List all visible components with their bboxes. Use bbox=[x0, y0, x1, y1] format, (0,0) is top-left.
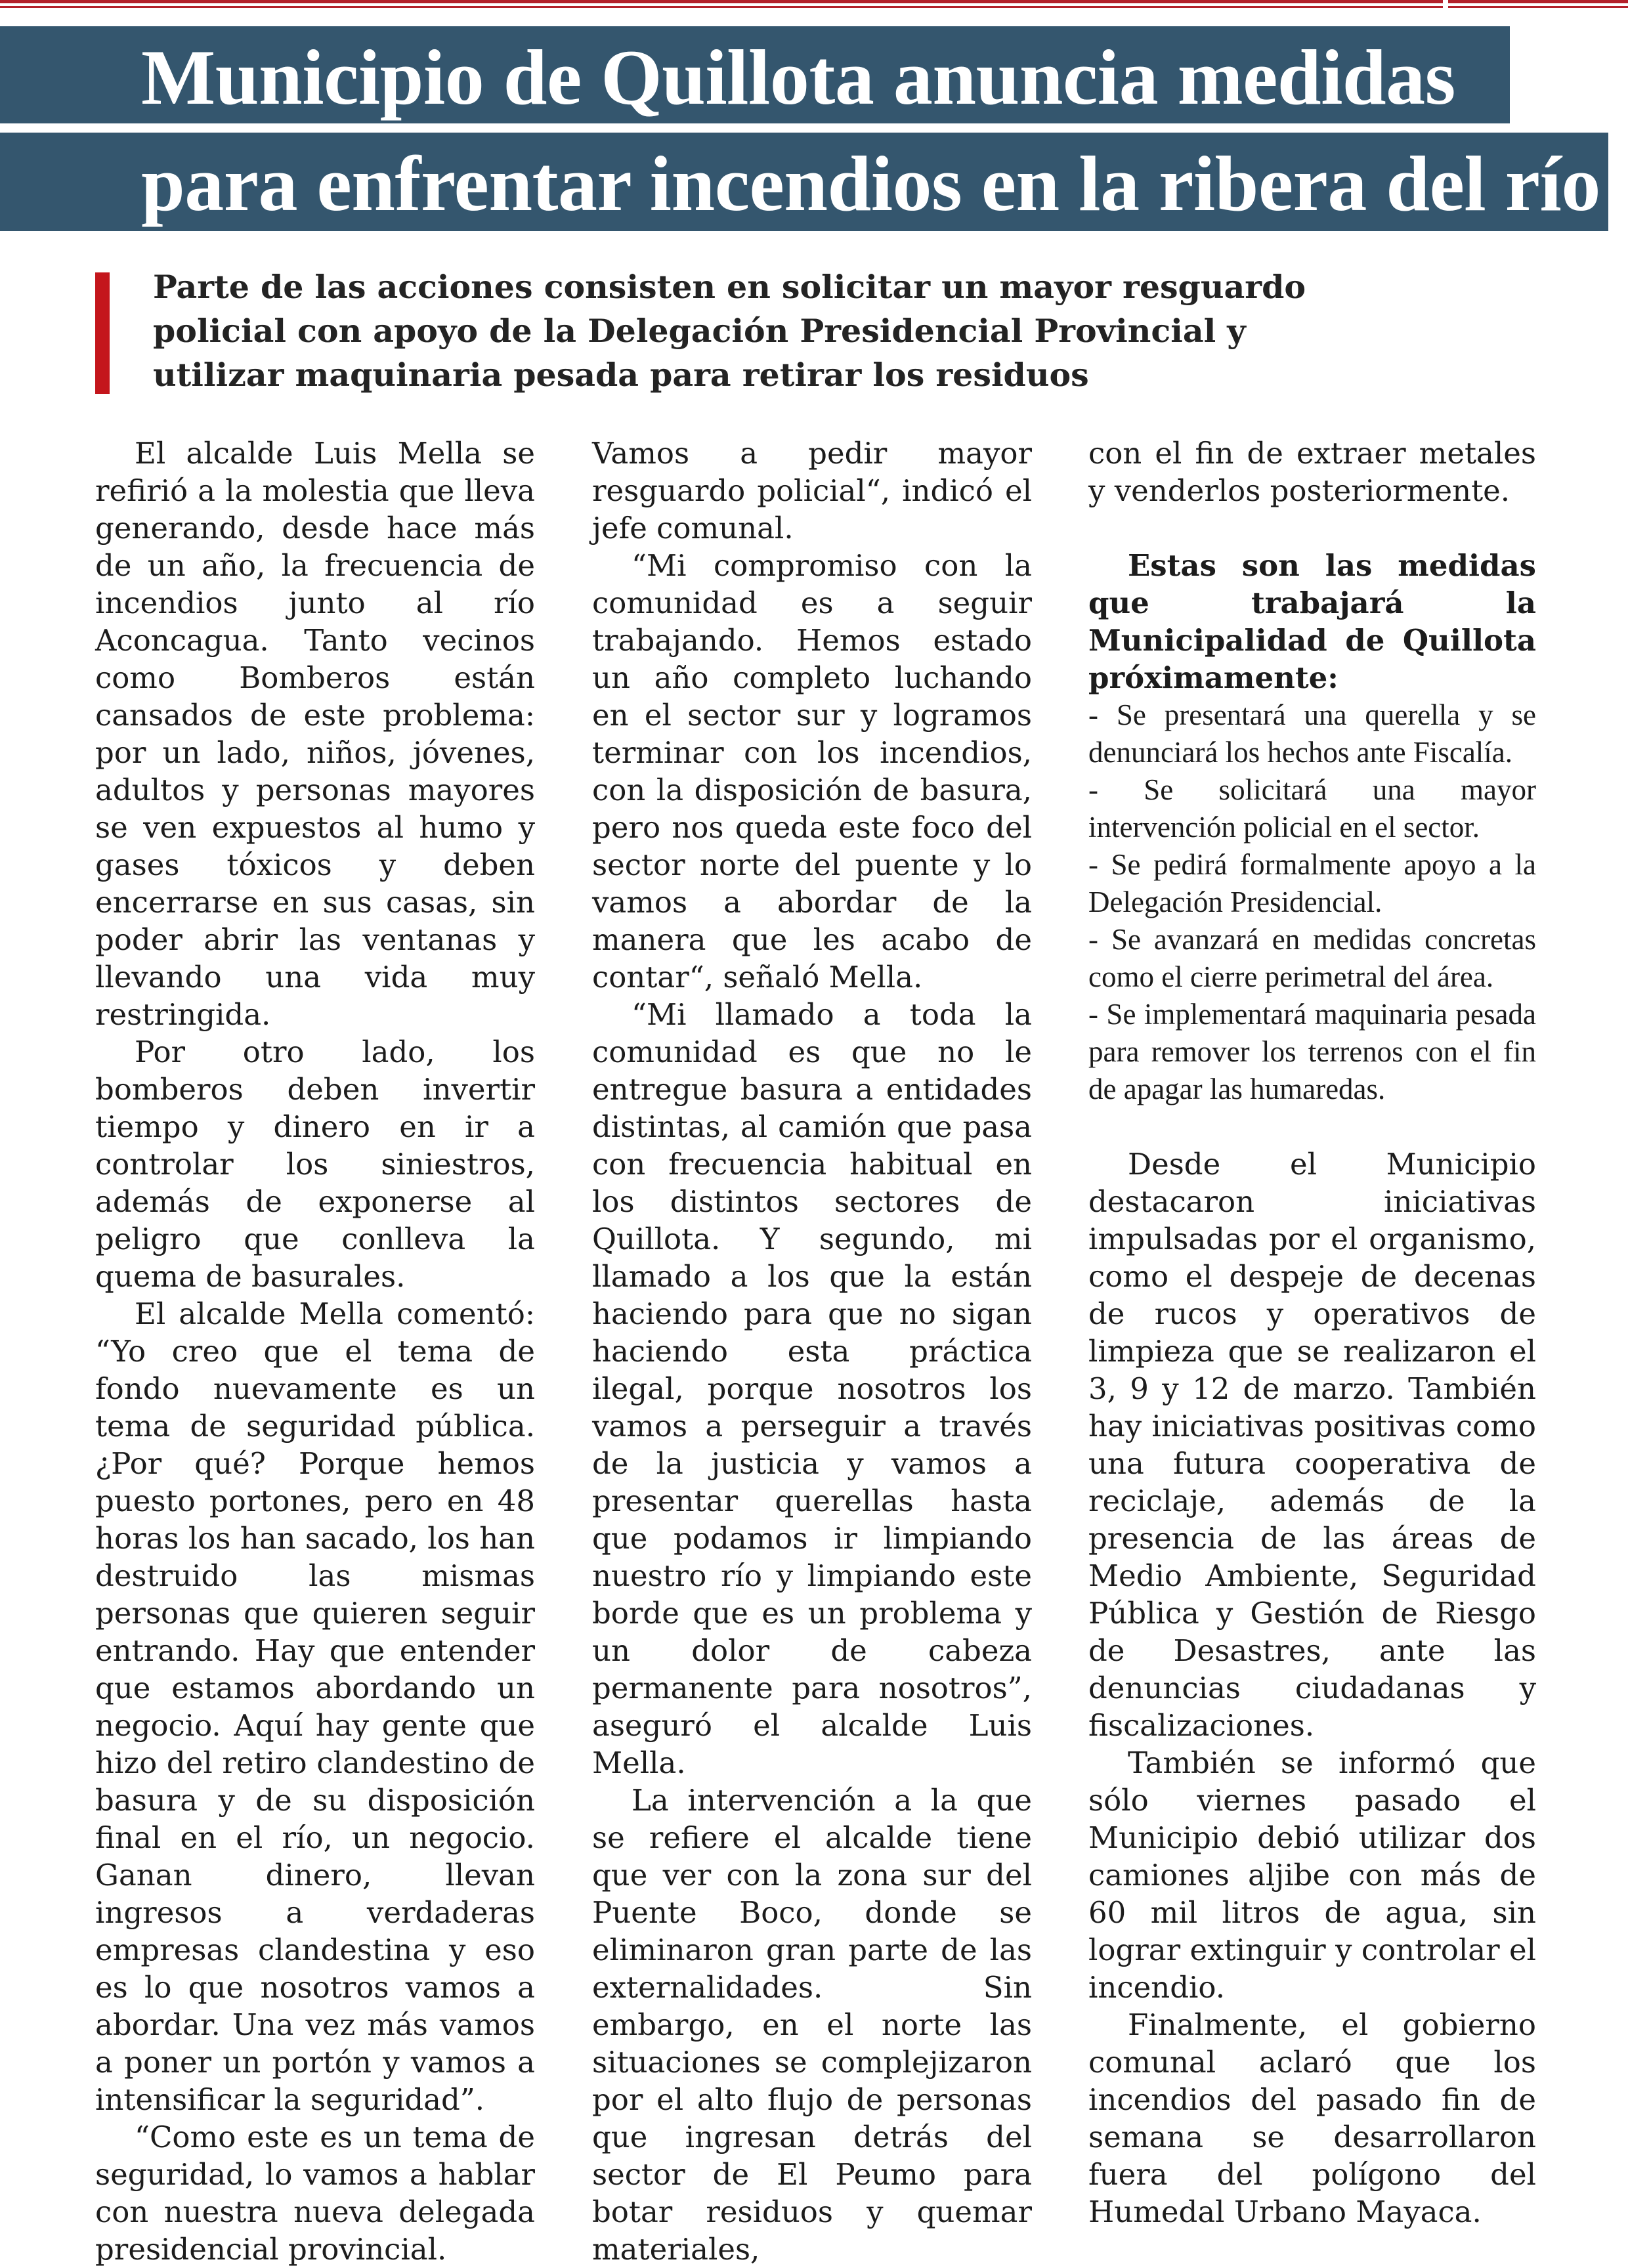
body-paragraph: El alcalde Luis Mella se refirió a la molestia que lleva generando, desde hace más de un año, la frecuencia de incendios junto al río Aconcagua. Tanto vecinos como Bomberos están cansados de este problema: por un lado, niños, jóvenes, adultos y personas mayores se ven expuestos al humo y gases tóxicos y deben encerrarse en sus casas, sin poder abrir las ventanas y llevando una vida muy restringida. bbox=[95, 436, 535, 1032]
body-paragraph: Finalmente, el gobierno comunal aclaró que los incendios del pasado fin de semana se desarrollaron fuera del polígono del Humedal Urbano Mayaca. bbox=[1088, 2007, 1536, 2229]
body-paragraph: “Mi compromiso con la comunidad es a seguir trabajando. Hemos estado un año completo luchando en el sector sur y logramos terminar con los incendios, con la disposición de basura, pero nos queda este foco del sector norte del puente y lo vamos a abordar de la manera que les acabo de contar“, señaló Mella. bbox=[592, 548, 1032, 995]
body-paragraph: La intervención a la que se refiere el alcalde tiene que ver con la zona sur del Puente Boco, donde se eliminaron gran parte de las externalidades. Sin embargo, en el norte las situaciones se complejizaron por el alto flujo de personas que ingresan detrás del sector de El Peumo para botar residuos y quemar materiales, bbox=[592, 1783, 1032, 2267]
measure-item: - Se avanzará en medidas concretas como el cierre perimetral del área. bbox=[1088, 923, 1536, 993]
measures-heading: Estas son las medidas que trabajará la Municipalidad de Quillota próximamente: bbox=[1088, 548, 1536, 695]
lead-accent-bar bbox=[95, 272, 110, 394]
body-paragraph: Por otro lado, los bomberos deben invertir tiempo y dinero en ir a controlar los siniestros, además de exponerse al peligro que conlleva la quema de basurales. bbox=[95, 1035, 535, 1294]
headline-line-1: Municipio de Quillota anuncia medidas bbox=[141, 33, 1455, 121]
body-paragraph: con el fin de extraer metales y venderlos posteriormente. bbox=[1088, 436, 1536, 508]
measure-item: - Se solicitará una mayor intervención policial en el sector. bbox=[1088, 773, 1536, 844]
lead-line-1: Parte de las acciones consisten en solicitar un mayor resguardo bbox=[153, 268, 1306, 306]
body-paragraph: “Mi llamado a toda la comunidad es que no le entregue basura a entidades distintas, al camión que pasa con frecuencia habitual en los distintos sectores de Quillota. Y segundo, mi llamado a los que la están haciendo para que no sigan haciendo esta práctica ilegal, porque nosotros los vamos a perseguir a través de la justicia y vamos a presentar querellas hasta que podamos ir limpiando nuestro río y limpiando este borde que es un problema y un dolor de cabeza permanente para nosotros”, aseguró el alcalde Luis Mella. bbox=[592, 997, 1032, 1780]
article-column-3 bbox=[1088, 435, 1536, 2231]
body-paragraph: Vamos a pedir mayor resguardo policial“, indicó el jefe comunal. bbox=[592, 436, 1032, 546]
measure-item: - Se pedirá formalmente apoyo a la Delegación Presidencial. bbox=[1088, 848, 1536, 918]
top-rule bbox=[0, 0, 1628, 9]
article-column-1 bbox=[95, 435, 535, 2268]
lead-line-3: utilizar maquinaria pesada para retirar los residuos bbox=[153, 356, 1089, 394]
lead-paragraph bbox=[153, 265, 1400, 397]
lead-line-2: policial con apoyo de la Delegación Presidencial Provincial y bbox=[153, 312, 1246, 350]
measure-item: - Se presentará una querella y se denunciará los hechos ante Fiscalía. bbox=[1088, 698, 1536, 769]
body-paragraph: “Como este es un tema de seguridad, lo vamos a hablar con nuestra nueva delegada presidencial provincial. bbox=[95, 2120, 535, 2267]
body-paragraph: Desde el Municipio destacaron iniciativas impulsadas por el organismo, como el despeje de decenas de rucos y operativos de limpieza que se realizaron el 3, 9 y 12 de marzo. También hay iniciativas positivas como una futura cooperativa de reciclaje, además de la presencia de las áreas de Medio Ambiente, Seguridad Pública y Gestión de Riesgo de Desastres, ante las denuncias ciudadanas y fiscalizaciones. bbox=[1088, 1147, 1536, 1743]
headline-line-2: para enfrentar incendios en la ribera del río bbox=[141, 140, 1600, 227]
body-paragraph: También se informó que sólo viernes pasado el Municipio debió utilizar dos camiones aljibe con más de 60 mil litros de agua, sin lograr extinguir y controlar el incendio. bbox=[1088, 1745, 1536, 2005]
measure-item: - Se implementará maquinaria pesada para remover los terrenos con el fin de apagar las humaredas. bbox=[1088, 998, 1536, 1105]
body-paragraph: El alcalde Mella comentó: “Yo creo que el tema de fondo nuevamente es un tema de seguridad pública. ¿Por qué? Porque hemos puesto portones, pero en 48 horas los han sacado, los han destruido las mismas personas que quieren seguir entrando. Hay que entender que estamos abordando un negocio. Aquí hay gente que hizo del retiro clandestino de basura y de su disposición final en el río, un negocio. Ganan dinero, llevan ingresos a verdaderas empresas clandestina y eso es lo que nosotros vamos a abordar. Una vez más vamos a poner un portón y vamos a intensificar la seguridad”. bbox=[95, 1296, 535, 2117]
article-column-2 bbox=[592, 435, 1032, 2268]
